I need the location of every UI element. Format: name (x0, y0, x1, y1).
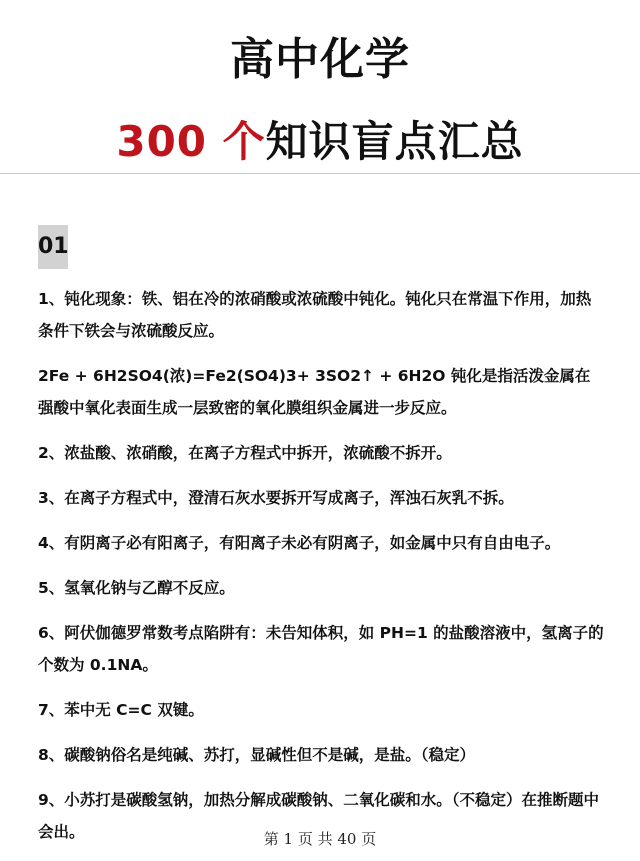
knowledge-point-9: 9、小苏打是碳酸氢钠，加热分解成碳酸钠、二氧化碳和水。（不稳定）在推断题中会出。 (38, 791, 600, 841)
knowledge-point-8: 8、碳酸钠俗名是纯碱、苏打，显碱性但不是碱，是盐。（稳定） (38, 746, 476, 764)
knowledge-point-4: 4、有阴离子必有阳离子，有阳离子未必有阴离子，如金属中只有自由电子。 (38, 534, 561, 552)
page-title: 高中化学 (230, 34, 410, 85)
knowledge-point-equation: 2Fe + 6H2SO4(浓)=Fe2(SO4)3+ 3SO2↑ + 6H2O 钝化是指活泼金属在强酸中氧化表面生成一层致密的氧化膜组织金属进一步反应。 (38, 367, 591, 417)
section-number-badge: 01 (38, 225, 68, 269)
knowledge-point-list (38, 283, 604, 861)
title-divider (0, 173, 640, 174)
knowledge-point-5: 5、氢氧化钠与乙醇不反应。 (38, 579, 235, 597)
subtitle-accent: 300 个 (116, 117, 266, 166)
knowledge-point-6: 6、阿伏伽德罗常数考点陷阱有：未告知体积，如 PH=1 的盐酸溶液中，氢离子的个数为 0.1NA。 (38, 624, 604, 674)
knowledge-point-1: 1、钝化现象：铁、铝在冷的浓硝酸或浓硫酸中钝化。钝化只在常温下作用，加热条件下铁会与浓硫酸反应。 (38, 290, 592, 340)
knowledge-point-3: 3、在离子方程式中，澄清石灰水要拆开写成离子，浑浊石灰乳不拆。 (38, 489, 514, 507)
page-subtitle (0, 112, 640, 172)
knowledge-point-2: 2、浓盐酸、浓硝酸，在离子方程式中拆开，浓硫酸不拆开。 (38, 444, 452, 462)
subtitle-rest: 知识盲点汇总 (265, 117, 524, 166)
page-number-footer: 第 1 页 共 40 页 (263, 830, 377, 848)
knowledge-point-7: 7、苯中无 C=C 双键。 (38, 701, 204, 719)
